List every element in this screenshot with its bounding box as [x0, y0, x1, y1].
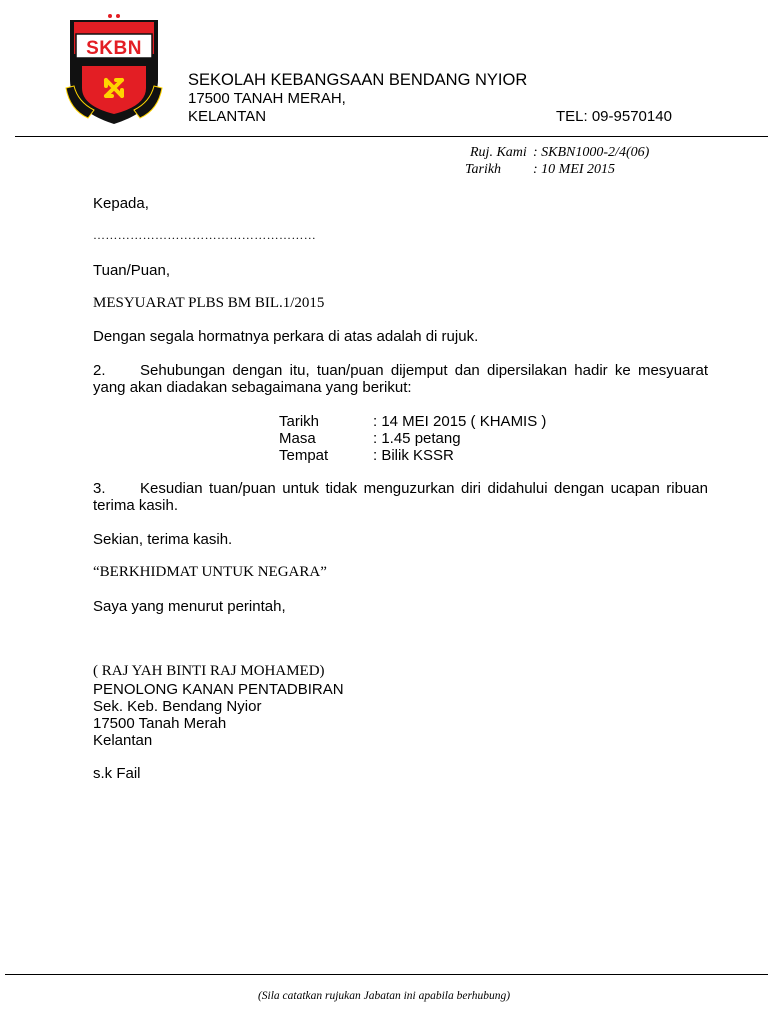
signatory-address-2: Kelantan [93, 732, 153, 749]
school-telephone: TEL: 09-9570140 [556, 108, 672, 125]
motto: “BERKHIDMAT UNTUK NEGARA” [93, 564, 327, 580]
carbon-copy: s.k Fail [93, 765, 141, 782]
ref-tarikh-value: : 10 MEI 2015 [533, 162, 616, 177]
detail-value-masa: : 1.45 petang [373, 430, 461, 447]
salutation-to: Kepada, [93, 195, 149, 212]
greeting: Tuan/Puan, [93, 262, 170, 279]
ref-ruj-value: : SKBN1000-2/4(06) [533, 145, 650, 160]
paragraph-3-text: Kesudian tuan/puan untuk tidak menguzurkan diri didahului dengan ucapan ribuan terima kasih. [93, 480, 708, 514]
ref-tarikh-label: Tarikh [465, 162, 502, 177]
letter-subject: MESYUARAT PLBS BM BIL.1/2015 [93, 295, 325, 311]
school-name: SEKOLAH KEBANGSAAN BENDANG NYIOR [188, 71, 528, 89]
paragraph-2 [93, 362, 708, 396]
paragraph-2-text: Sehubungan dengan itu, tuan/puan dijemput dan dipersilakan hadir ke mesyuarat yang akan diadakan sebagaimana yang berikut: [93, 362, 708, 396]
sign-off: Saya yang menurut perintah, [93, 598, 286, 615]
school-logo [60, 10, 168, 128]
school-address-line1: 17500 TANAH MERAH, [188, 90, 346, 107]
ref-ruj-label: Ruj. Kami [470, 145, 527, 160]
signatory-title: PENOLONG KANAN PENTADBIRAN [93, 681, 344, 698]
signatory-address-1: 17500 Tanah Merah [93, 715, 227, 732]
detail-label-tempat: Tempat [279, 447, 329, 464]
detail-label-masa: Masa [279, 430, 316, 447]
recipient-dots: ……………………………………………… [93, 228, 317, 242]
paragraph-1: Dengan segala hormatnya perkara di atas adalah di rujuk. [93, 328, 479, 345]
header-divider [15, 136, 768, 137]
paragraph-2-number: 2. [93, 362, 106, 379]
signatory-name: ( RAJ YAH BINTI RAJ MOHAMED) [93, 663, 325, 679]
school-address-line2: KELANTAN [188, 108, 267, 125]
paragraph-3-number: 3. [93, 480, 106, 497]
signatory-org: Sek. Keb. Bendang Nyior [93, 698, 262, 715]
school-crest-icon [60, 10, 168, 128]
closing: Sekian, terima kasih. [93, 531, 233, 548]
detail-value-tempat: : Bilik KSSR [373, 447, 454, 464]
detail-label-tarikh: Tarikh [279, 413, 320, 430]
footer-note: (Sila catatkan rujukan Jabatan ini apabila berhubung) [257, 990, 511, 1002]
paragraph-3 [93, 480, 708, 514]
detail-value-tarikh: : 14 MEI 2015 ( KHAMIS ) [373, 413, 547, 430]
logo-text: SKBN [86, 38, 142, 59]
footer-divider [5, 974, 768, 975]
